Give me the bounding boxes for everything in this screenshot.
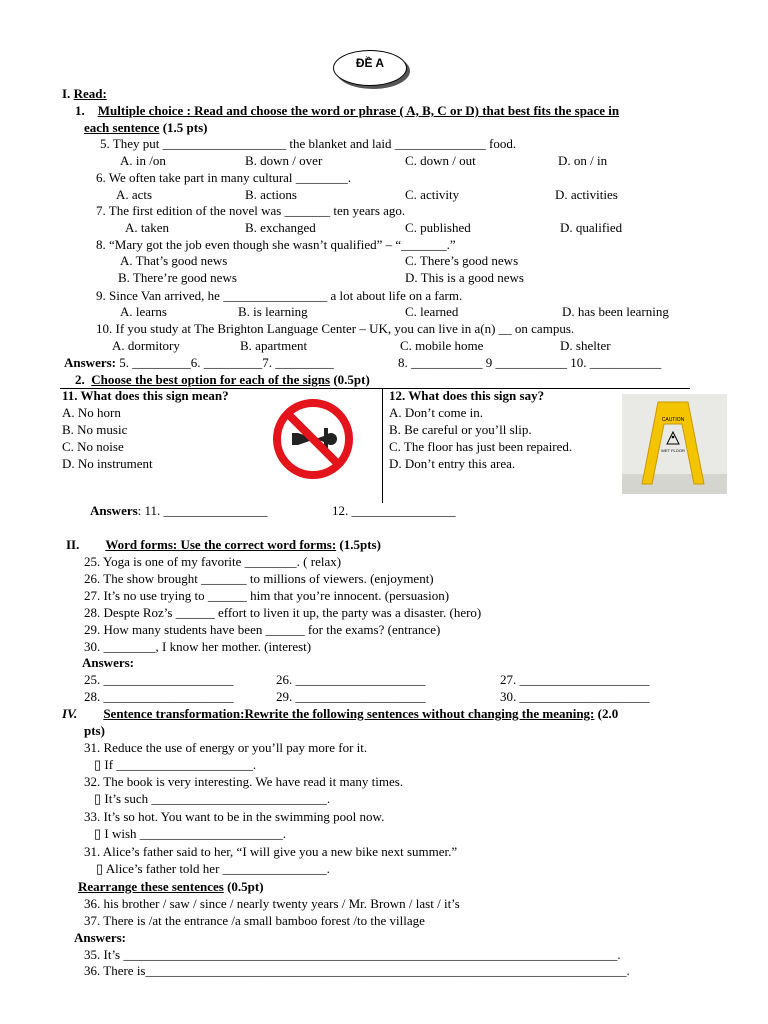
q6-option-b: B. actions: [245, 187, 297, 202]
rearrange-36: 36. his brother / saw / since / nearly twenty years / Mr. Brown / last / it’s: [84, 896, 460, 911]
mc-heading-2: each sentence (1.5 pts): [84, 120, 208, 135]
q6-option-a: A. acts: [116, 187, 153, 202]
q5-option-b: B. down / over: [245, 153, 323, 168]
q5-option-d: D. on / in: [558, 153, 608, 168]
q11-option-a: A. No horn: [62, 405, 121, 420]
svg-text:WET FLOOR: WET FLOOR: [661, 448, 685, 453]
part1-heading: I. Read:: [62, 86, 107, 101]
exam-code-badge: ĐỀ A: [333, 50, 407, 86]
part1-answers-2: 8. ___________ 9 ___________ 10. ___________: [398, 355, 662, 370]
wet-floor-sign-image: [622, 394, 727, 494]
answer-25: 25. ____________________: [84, 672, 234, 687]
q6-option-c: C. activity: [405, 187, 460, 202]
transform-32-answer: ▯ It’s such ___________________________.: [94, 791, 331, 806]
word-form-28: 28. Despte Roz’s ______ effort to liven it up, the party was a disaster. (hero): [84, 605, 482, 620]
q8-option-c: C. There’s good news: [405, 253, 519, 268]
q7-option-a: A. taken: [125, 220, 170, 235]
part4-heading: IV. Sentence transformation:Rewrite the following sentences without changing the meaning: (2.0: [62, 706, 619, 721]
transform-32: 32. The book is very interesting. We have read it many times.: [84, 774, 404, 789]
q12-option-b: B. Be careful or you’ll slip.: [389, 422, 532, 437]
q8-option-b: B. There’re good news: [118, 270, 237, 285]
part2-answers-label: Answers:: [82, 655, 134, 670]
q7-option-d: D. qualified: [560, 220, 623, 235]
q8-option-a: A. That’s good news: [120, 253, 228, 268]
question-8: 8. “Mary got the job even though she wasn’t qualified” – “_______.”: [96, 237, 456, 252]
rearrange-answer-36: 36. There is__________________________________________________________________________.: [84, 963, 630, 978]
question-10: 10. If you study at The Brighton Language Center – UK, you can live in a(n) __ on campus.: [96, 321, 575, 336]
answer-30: 30. ____________________: [500, 689, 650, 704]
answer-26: 26. ____________________: [276, 672, 426, 687]
q6-option-d: D. activities: [555, 187, 618, 202]
q11-option-c: C. No noise: [62, 439, 124, 454]
signs-answer-12: 12. ________________: [332, 503, 456, 518]
q12-option-c: C. The floor has just been repaired.: [389, 439, 573, 454]
word-form-29: 29. How many students have been ______ for the exams? (entrance): [84, 622, 441, 637]
question-12: 12. What does this sign say?: [389, 388, 545, 403]
transform-34-answer: ▯ Alice’s father told her ________________.: [96, 861, 330, 876]
q7-option-b: B. exchanged: [245, 220, 316, 235]
q9-option-a: A. learns: [120, 304, 167, 319]
signs-answers: Answers: 11. ________________: [90, 503, 268, 518]
word-form-30: 30. ________, I know her mother. (interest): [84, 639, 312, 654]
question-6: 6. We often take part in many cultural ________.: [96, 170, 352, 185]
q5-option-a: A. in /on: [120, 153, 166, 168]
svg-text:CAUTION: CAUTION: [661, 417, 685, 423]
q5-option-c: C. down / out: [405, 153, 476, 168]
q10-option-a: A. dormitory: [112, 338, 180, 353]
word-form-25: 25. Yoga is one of my favorite ________. ( relax): [84, 554, 342, 569]
q11-option-b: B. No music: [62, 422, 128, 437]
q11-option-d: D. No instrument: [62, 456, 153, 471]
q9-option-b: B. is learning: [238, 304, 308, 319]
q12-option-d: D. Don’t entry this area.: [389, 456, 516, 471]
q10-option-c: C. mobile home: [400, 338, 484, 353]
question-5: 5. They put ___________________ the blanket and laid ______________ food.: [100, 136, 517, 151]
word-form-26: 26. The show brought _______ to millions of viewers. (enjoyment): [84, 571, 434, 586]
question-11: 11. What does this sign mean?: [62, 388, 229, 403]
part4-points-2: pts): [84, 723, 105, 738]
transform-33-answer: ▯ I wish ______________________.: [94, 826, 287, 841]
answer-29: 29. ____________________: [276, 689, 426, 704]
mc-heading: 1. Multiple choice : Read and choose the word or phrase ( A, B, C or D) that best fits the space in: [75, 103, 620, 118]
rearrange-answers-label: Answers:: [74, 930, 126, 945]
question-7: 7. The first edition of the novel was _______ ten years ago.: [96, 203, 406, 218]
q9-option-c: C. learned: [405, 304, 459, 319]
question-9: 9. Since Van arrived, he ________________ a lot about life on a farm.: [96, 288, 463, 303]
signs-divider: [382, 388, 383, 503]
part1-answers: Answers: 5. _________6. _________7. _________: [64, 355, 334, 370]
transform-33: 33. It’s so hot. You want to be in the swimming pool now.: [84, 809, 385, 824]
transform-34: 31. Alice’s father said to her, “I will give you a new bike next summer.”: [84, 844, 458, 859]
rearrange-heading: Rearrange these sentences (0.5pt): [78, 879, 264, 894]
rearrange-answer-35: 35. It’s ____________________________________________________________________________.: [84, 947, 621, 962]
part2-heading: II. Word forms: Use the correct word forms: (1.5pts): [66, 537, 381, 552]
transform-31-answer: ▯ If _____________________.: [94, 757, 257, 772]
transform-31: 31. Reduce the use of energy or you’ll pay more for it.: [84, 740, 368, 755]
rearrange-37: 37. There is /at the entrance /a small bamboo forest /to the village: [84, 913, 425, 928]
q8-option-d: D. This is a good news: [405, 270, 524, 285]
signs-heading: 2. Choose the best option for each of the signs (0.5pt): [75, 372, 370, 387]
q7-option-c: C. published: [405, 220, 471, 235]
no-horn-sign: [272, 398, 354, 480]
q10-option-d: D. shelter: [560, 338, 611, 353]
q9-option-d: D. has been learning: [562, 304, 669, 319]
q10-option-b: B. apartment: [240, 338, 308, 353]
word-form-27: 27. It’s no use trying to ______ him that you’re innocent. (persuasion): [84, 588, 450, 603]
answer-27: 27. ____________________: [500, 672, 650, 687]
answer-28: 28. ____________________: [84, 689, 234, 704]
q12-option-a: A. Don’t come in.: [389, 405, 483, 420]
